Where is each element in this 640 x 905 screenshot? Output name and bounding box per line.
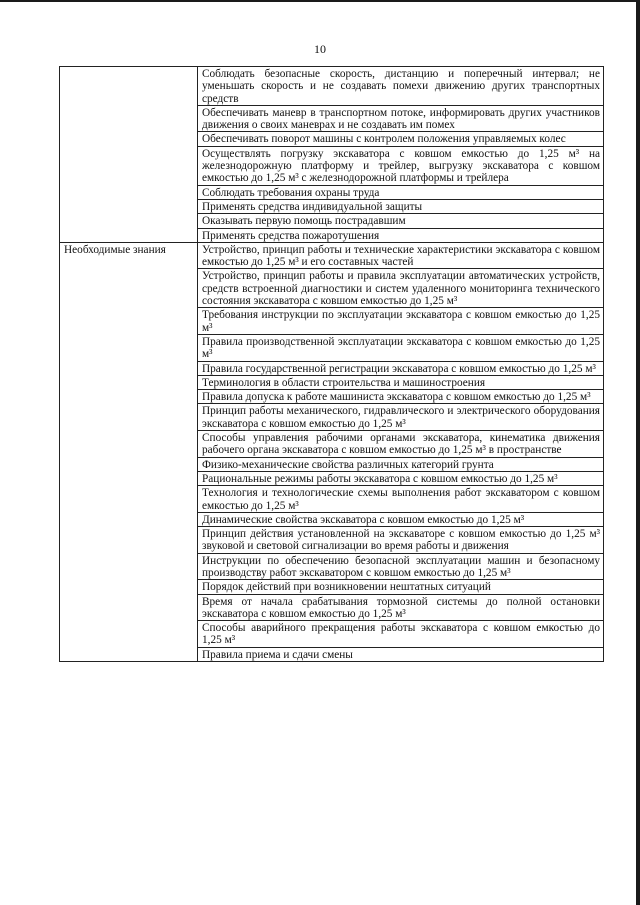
table-cell: Применять средства индивидуальной защиты — [198, 199, 604, 213]
table-cell: Соблюдать безопасные скорость, дистанцию и поперечный интервал; не уменьшать скорость и не создавать помехи движению других транспортных средств — [198, 67, 604, 106]
table-cell: Динамические свойства экскаватора с ковшом емкостью до 1,25 м³ — [198, 512, 604, 526]
page-number: 10 — [314, 42, 326, 56]
table-cell: Соблюдать требования охраны труда — [198, 185, 604, 199]
table-cell: Порядок действий при возникновении нештатных ситуаций — [198, 580, 604, 594]
section-label — [60, 67, 198, 243]
table-cell: Применять средства пожаротушения — [198, 228, 604, 242]
table-cell: Способы управления рабочими органами экскаватора, кинематика движения рабочего органа экскаватора с ковшом емкостью до 1,25 м³ в пространстве — [198, 431, 604, 458]
scan-edge-top — [0, 0, 640, 2]
table-cell: Принцип действия установленной на экскаваторе с ковшом емкостью до 1,25 м³ звуковой и световой сигнализации во время работы и движения — [198, 527, 604, 554]
table-cell: Инструкции по обеспечению безопасной эксплуатации машин и безопасному производству работ экскаватором с ковшом емкостью до 1,25 м³ — [198, 553, 604, 580]
table-cell: Время от начала срабатывания тормозной системы до полной остановки экскаватора с ковшом емкостью до 1,25 м³ — [198, 594, 604, 621]
table-cell: Рациональные режимы работы экскаватора с ковшом емкостью до 1,25 м³ — [198, 471, 604, 485]
scan-edge-right — [636, 0, 640, 905]
table-cell: Терминология в области строительства и машиностроения — [198, 375, 604, 389]
table-cell: Правила допуска к работе машиниста экскаватора с ковшом емкостью до 1,25 м³ — [198, 390, 604, 404]
table-cell: Правила приема и сдачи смены — [198, 647, 604, 661]
table-cell: Обеспечивать маневр в транспортном потоке, информировать других участников движения о своих маневрах и не создавать им помех — [198, 105, 604, 132]
requirements-table — [59, 66, 604, 662]
table-cell: Способы аварийного прекращения работы экскаватора с ковшом емкостью до 1,25 м³ — [198, 621, 604, 648]
table-row — [60, 242, 604, 269]
table-cell: Устройство, принцип работы и технические характеристики экскаватора с ковшом емкостью до 1,25 м³ и его составных частей — [198, 242, 604, 269]
section-label-required-knowledge: Необходимые знания — [60, 242, 198, 661]
table-cell: Принцип работы механического, гидравлического и электрического оборудования экскаватора с ковшом емкостью до 1,25 м³ — [198, 404, 604, 431]
table-cell: Устройство, принцип работы и правила эксплуатации автоматических устройств, средств встроенной диагностики и систем удаленного мониторинга технического состояния экскаватора с ковшом емкостью до 1,25 м³ — [198, 269, 604, 308]
table-cell: Правила производственной эксплуатации экскаватора с ковшом емкостью до 1,25 м³ — [198, 334, 604, 361]
table-cell: Физико-механические свойства различных категорий грунта — [198, 457, 604, 471]
table-cell: Обеспечивать поворот машины с контролем положения управляемых колес — [198, 132, 604, 146]
table-cell: Оказывать первую помощь пострадавшим — [198, 214, 604, 228]
table-cell: Правила государственной регистрации экскаватора с ковшом емкостью до 1,25 м³ — [198, 361, 604, 375]
table-cell: Технология и технологические схемы выполнения работ экскаватором с ковшом емкостью до 1,25 м³ — [198, 486, 604, 513]
table-cell: Осуществлять погрузку экскаватора с ковшом емкостью до 1,25 м³ на железнодорожную платформу и трейлер, выгрузку экскаватора с ковшом емкостью до 1,25 м³ с железнодорожной платформы и трейлера — [198, 146, 604, 185]
table-row — [60, 67, 604, 106]
table-cell: Требования инструкции по эксплуатации экскаватора с ковшом емкостью до 1,25 м³ — [198, 308, 604, 335]
